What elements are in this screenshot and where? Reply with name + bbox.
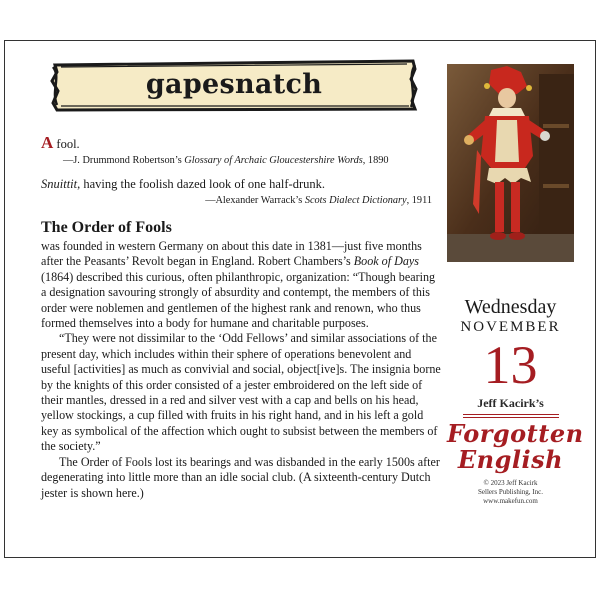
citation-title: Glossary of Archaic Gloucestershire Words xyxy=(184,155,363,166)
essay-paragraph-3: The Order of Fools lost its bearings and was disbanded in the early 1500s after degenerating into little more than an idle social club. (A sixteenth-century Dutch jester is shown here.) xyxy=(41,454,440,500)
copyright-line: © 2023 Jeff Kacirk xyxy=(483,479,538,487)
essay-text: was founded in western Germany on about this date in 1381—just five months after the Peasants’ Revolt began in England. Robert Chambers’s xyxy=(41,239,422,269)
copyright xyxy=(447,479,574,506)
author-name: Jeff Kacirk’s xyxy=(477,396,544,410)
word-banner xyxy=(49,57,419,113)
date-block xyxy=(447,296,584,506)
citation-prefix: —J. Drummond Robertson’s xyxy=(63,155,185,166)
word-title: gapesnatch xyxy=(145,69,323,100)
day-number: 13 xyxy=(483,335,538,395)
essay-paragraph-2: “They were not dissimilar to the ‘Odd Fellows’ and similar associations of the present day, which includes within their sphere of operations benevolent and useful [activities] as much as convivial and social, object[ive]s. The insignia borne by the knights of this order consisted of a jester embroidered on the left side of their mantles, dressed in a red and silver vest with a cap and bells on his head, yellow stockings, a cup filled with fruits in his right hand, and in his left a gold key as symbolical of the affection which ought to subsist between the members of the society.” xyxy=(41,331,441,454)
website-line: www.makefun.com xyxy=(483,497,538,505)
definitions xyxy=(41,135,436,208)
definition-2-term: Snuittit xyxy=(41,177,78,191)
brand-logo-line-1: Forgotten xyxy=(447,419,584,448)
drop-cap: A xyxy=(41,133,54,152)
publisher-line: Sellers Publishing, Inc. xyxy=(478,488,543,496)
definition-2-text: , having the foolish dazed look of one half-drunk. xyxy=(77,177,325,191)
jester-illustration xyxy=(447,64,574,262)
divider xyxy=(463,414,559,418)
definition-1-text: fool. xyxy=(53,137,80,151)
book-title: Book of Days xyxy=(353,254,419,269)
citation-year: , 1911 xyxy=(406,195,432,206)
brand-logo-line-2: English xyxy=(457,445,564,474)
essay-title: The Order of Fools xyxy=(41,219,172,236)
citation-prefix: —Alexander Warrack’s xyxy=(205,195,305,206)
definition-1 xyxy=(41,135,436,152)
essay-paragraph-1 xyxy=(41,239,441,331)
essay xyxy=(41,219,441,501)
weekday: Wednesday xyxy=(464,296,557,318)
definition-2-citation xyxy=(41,193,436,208)
definition-1-citation xyxy=(41,153,436,168)
definition-2 xyxy=(41,177,436,192)
month: NOVEMBER xyxy=(460,319,561,335)
citation-year: , 1890 xyxy=(362,155,389,166)
essay-text: (1864) described this curious, often philanthropic, organization: “Though bearing a designation savouring strongly of absurdity and contempt, the members of this order were noblemen and gentlemen of the highest rank and renown, who thus formed themselves into a body for humane and charitable purposes. xyxy=(41,269,436,331)
calendar-page xyxy=(4,40,596,558)
citation-title: Scots Dialect Dictionary xyxy=(304,195,407,206)
jester-painting xyxy=(447,64,574,262)
